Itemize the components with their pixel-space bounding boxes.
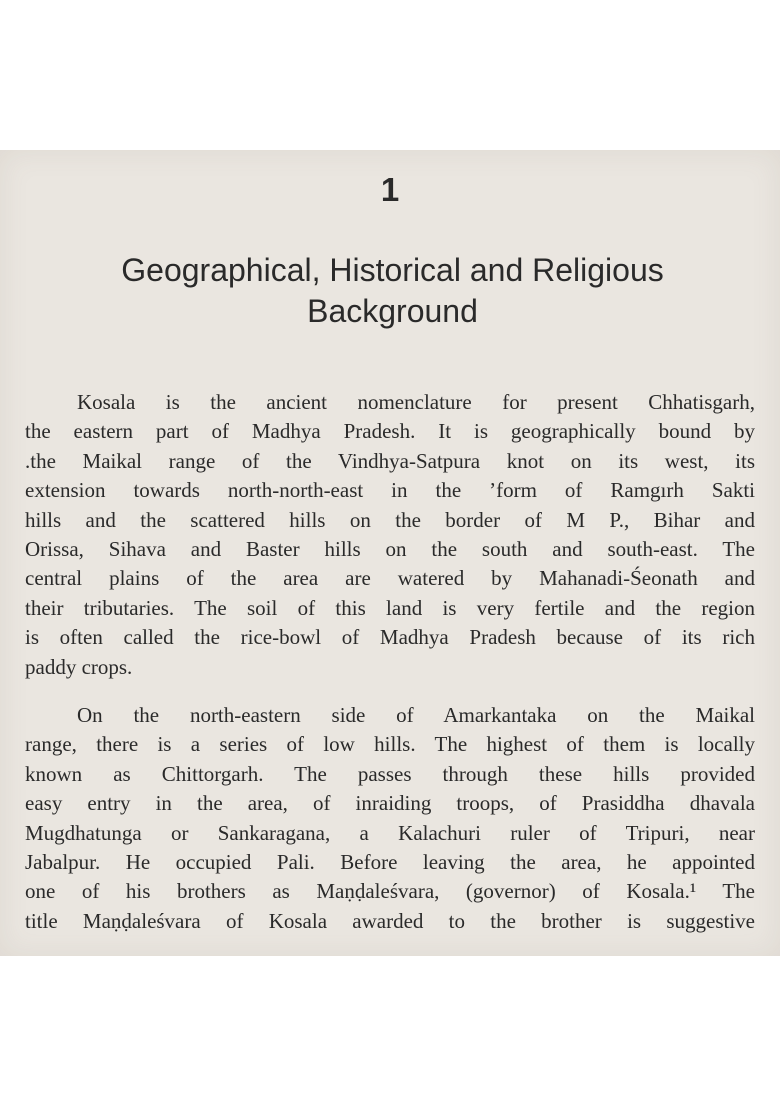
- text-line: the eastern part of Madhya Pradesh. It is geographically bound by: [25, 419, 755, 444]
- text-line: paddy crops.: [25, 654, 133, 679]
- text-line: is often called the rice-bowl of Madhya Pradesh because of its rich: [25, 625, 755, 650]
- text-line: extension towards north-north-east in the ’form of Ramgırh Sakti: [25, 478, 755, 503]
- chapter-title-line: Geographical, Historical and Religious: [121, 252, 664, 288]
- text-line: central plains of the area are watered by Mahanadi-Śeonath and: [25, 566, 755, 591]
- paragraph-1: [25, 388, 755, 682]
- text-line: Orissa, Sihava and Baster hills on the south and south-east. The: [25, 536, 755, 561]
- chapter-number: 1: [380, 171, 400, 208]
- text-line: easy entry in the area, of inraiding troops, of Prasiddha dhavala: [25, 791, 755, 816]
- text-line: Kosala is the ancient nomenclature for present Chhatisgarh,: [77, 390, 755, 414]
- text-line: hills and the scattered hills on the border of M P., Bihar and: [25, 507, 755, 532]
- chapter-title: [60, 250, 725, 332]
- text-line: .the Maikal range of the Vindhya-Satpura knot on its west, its: [25, 448, 755, 473]
- text-line: Jabalpur. He occupied Pali. Before leaving the area, he appointed: [25, 849, 755, 874]
- text-line: one of his brothers as Maṇḍaleśvara, (governor) of Kosala.¹ The: [25, 879, 755, 904]
- scanned-page: [0, 150, 780, 956]
- text-line: Mugdhatunga or Sankaragana, a Kalachuri ruler of Tripuri, near: [25, 820, 755, 845]
- text-line: known as Chittorgarh. The passes through these hills provided: [25, 761, 755, 786]
- text-line: their tributaries. The soil of this land is very fertile and the region: [25, 595, 755, 620]
- text-line: range, there is a series of low hills. The highest of them is locally: [25, 732, 755, 757]
- text-line: title Maṇḍaleśvara of Kosala awarded to the brother is suggestive: [25, 908, 755, 933]
- chapter-title-line: Background: [307, 293, 478, 329]
- paragraph-2: [25, 701, 755, 936]
- text-line: On the north-eastern side of Amarkantaka on the Maikal: [77, 703, 755, 727]
